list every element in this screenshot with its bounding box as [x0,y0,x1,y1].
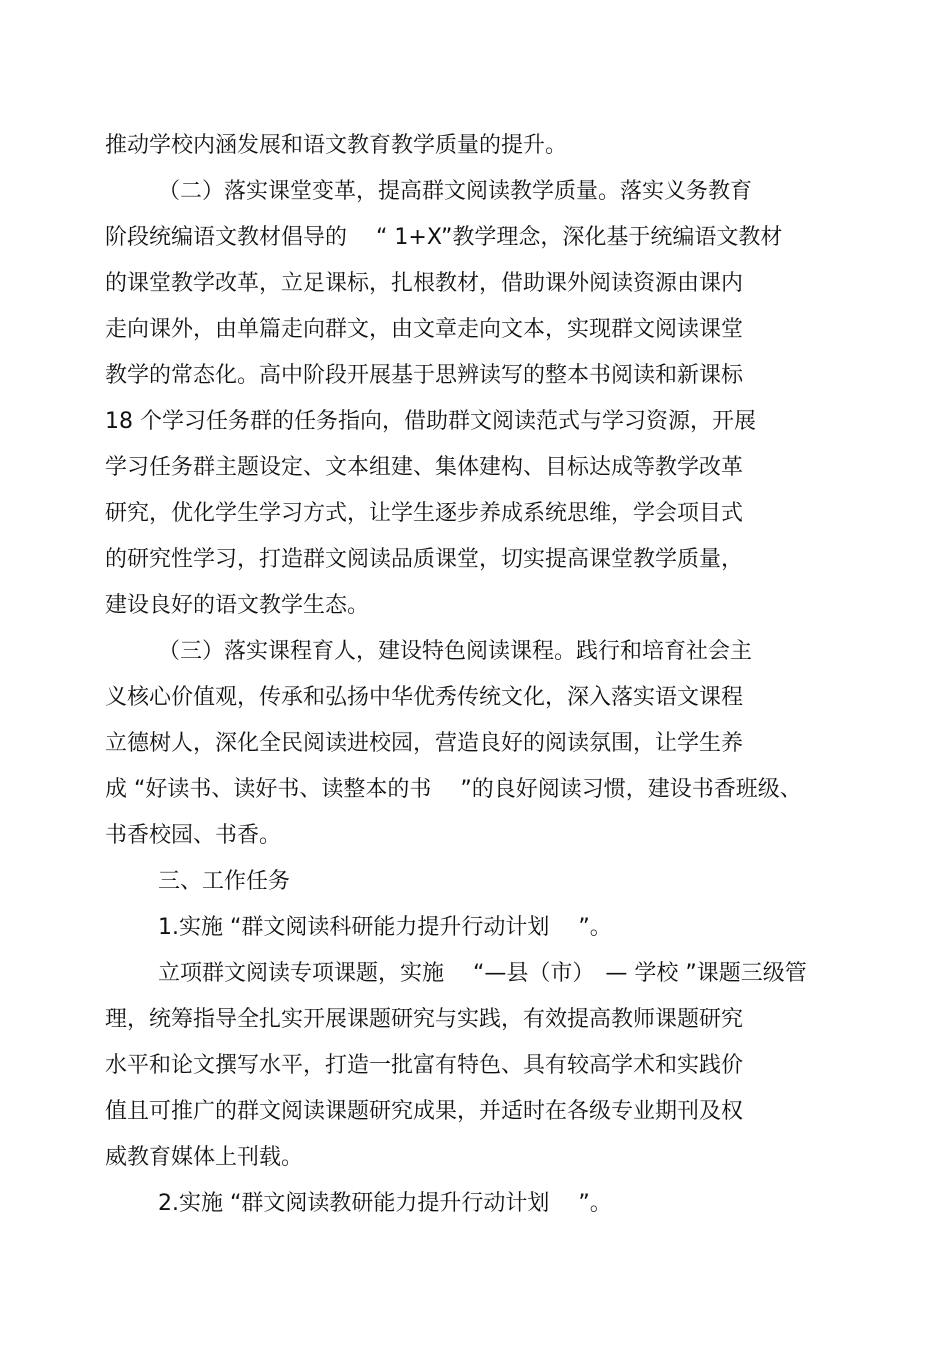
text-line: 威教育媒体上刊载。 [105,1145,304,1170]
text-line: （二）落实课堂变革，提高群文阅读教学质量。落实义务教育 [158,179,753,204]
section-heading: 三、工作任务 [158,869,291,894]
task-heading: 1.实施 “群文阅读科研能力提升行动计划 ”。 [158,915,612,940]
text-line: 推动学校内涵发展和语文教育教学质量的提升。 [105,133,568,158]
text-line: （三）落实课程育人，建设特色阅读课程。践行和培育社会主 [158,639,753,664]
text-line: 研究，优化学生学习方式，让学生逐步养成系统思维，学会项目式 [105,501,744,526]
text-line: 立德树人，深化全民阅读进校园，营造良好的阅读氛围，让学生养 [105,731,744,756]
text-line: 教学的常态化。高中阶段开展基于思辨读写的整本书阅读和新课标 [105,363,744,388]
text-line: 阶段统编语文教材倡导的 “ 1+X”教学理念，深化基于统编语文教材 [105,225,783,250]
text-line: 立项群文阅读专项课题，实施 “—县（市） — 学校 ”课题三级管 [158,961,807,986]
text-line: 书香校园、书香。 [105,823,282,848]
text-line: 值且可推广的群文阅读课题研究成果，并适时在各级专业期刊及权 [105,1099,744,1124]
text-line: 义核心价值观，传承和弘扬中华优秀传统文化，深入落实语文课程 [105,685,744,710]
text-line: 的课堂教学改革，立足课标，扎根教材，借助课外阅读资源由课内 [105,271,744,296]
text-line: 18 个学习任务群的任务指向，借助群文阅读范式与学习资源，开展 [105,409,756,434]
text-line: 学习任务群主题设定、文本组建、集体建构、目标达成等教学改革 [105,455,744,480]
task-heading: 2.实施 “群文阅读教研能力提升行动计划 ”。 [158,1191,612,1216]
text-line: 水平和论文撰写水平，打造一批富有特色、具有较高学术和实践价 [105,1053,744,1078]
text-line: 的研究性学习，打造群文阅读品质课堂，切实提高课堂教学质量， [105,547,744,572]
text-line: 理，统筹指导全扎实开展课题研究与实践，有效提高教师课题研究 [105,1007,744,1032]
text-line: 建设良好的语文教学生态。 [105,593,370,618]
text-line: 走向课外，由单篇走向群文，由文章走向文本，实现群文阅读课堂 [105,317,744,342]
text-line: 成 “好读书、读好书、读整本的书 ”的良好阅读习惯，建设书香班级、 [105,777,802,802]
